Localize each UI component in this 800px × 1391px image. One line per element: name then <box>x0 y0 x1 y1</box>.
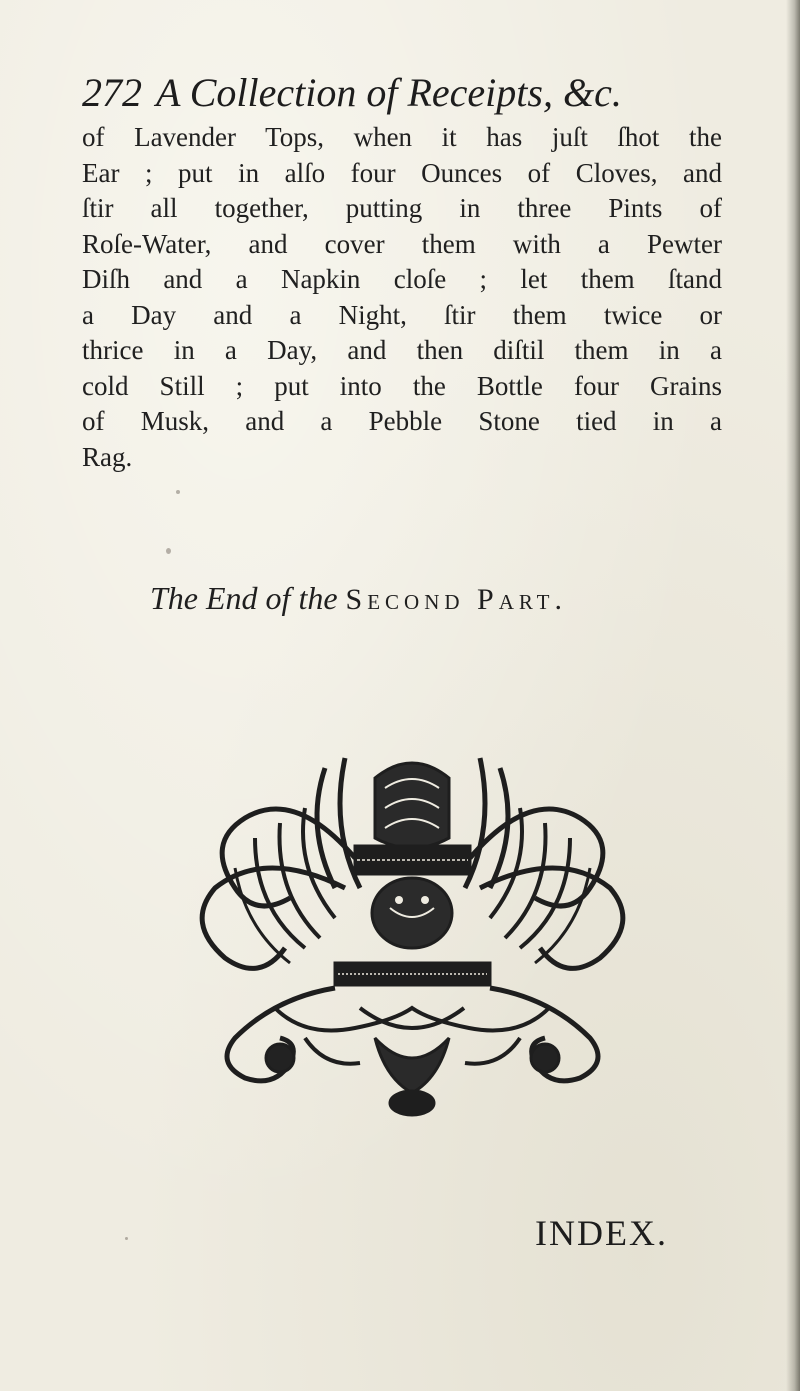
page-number: 272 <box>82 70 142 115</box>
text-line: of Musk, and a Pebble Stone tied in a <box>82 406 722 436</box>
end-of-part-line <box>150 578 730 620</box>
text-line: ſtir all together, putting in three Pints of <box>82 193 722 223</box>
running-head <box>82 70 722 116</box>
text-line: Rag. <box>82 441 133 472</box>
page-edge-shadow <box>786 0 800 1391</box>
index-heading: INDEX. <box>535 1213 668 1253</box>
text-line: a Day and a Night, ſtir them twice or <box>82 299 722 330</box>
recipe-text <box>82 120 722 475</box>
end-line-italic: The End of the <box>150 580 338 616</box>
ink-speck <box>125 1237 128 1240</box>
ink-speck <box>176 490 180 494</box>
text-line: cold Still ; put into the Bottle four Grains <box>82 370 722 401</box>
text-line: Ear ; put in alſo four Ounces of Cloves, and <box>82 157 722 188</box>
text-line: of Lavender Tops, when it has juſt ſhot the <box>82 122 722 152</box>
end-line-caps: Second Part. <box>345 583 567 616</box>
foliate-tailpiece-ornament-icon <box>185 738 640 1123</box>
text-line: Diſh and a Napkin cloſe ; let them ſtand <box>82 264 722 294</box>
ink-speck <box>166 548 171 554</box>
text-line: thrice in a Day, and then diſtil them in a <box>82 335 722 365</box>
text-line: Roſe-Water, and cover them with a Pewter <box>82 228 722 259</box>
running-head-title: A Collection of Receipts, &c. <box>156 70 622 115</box>
